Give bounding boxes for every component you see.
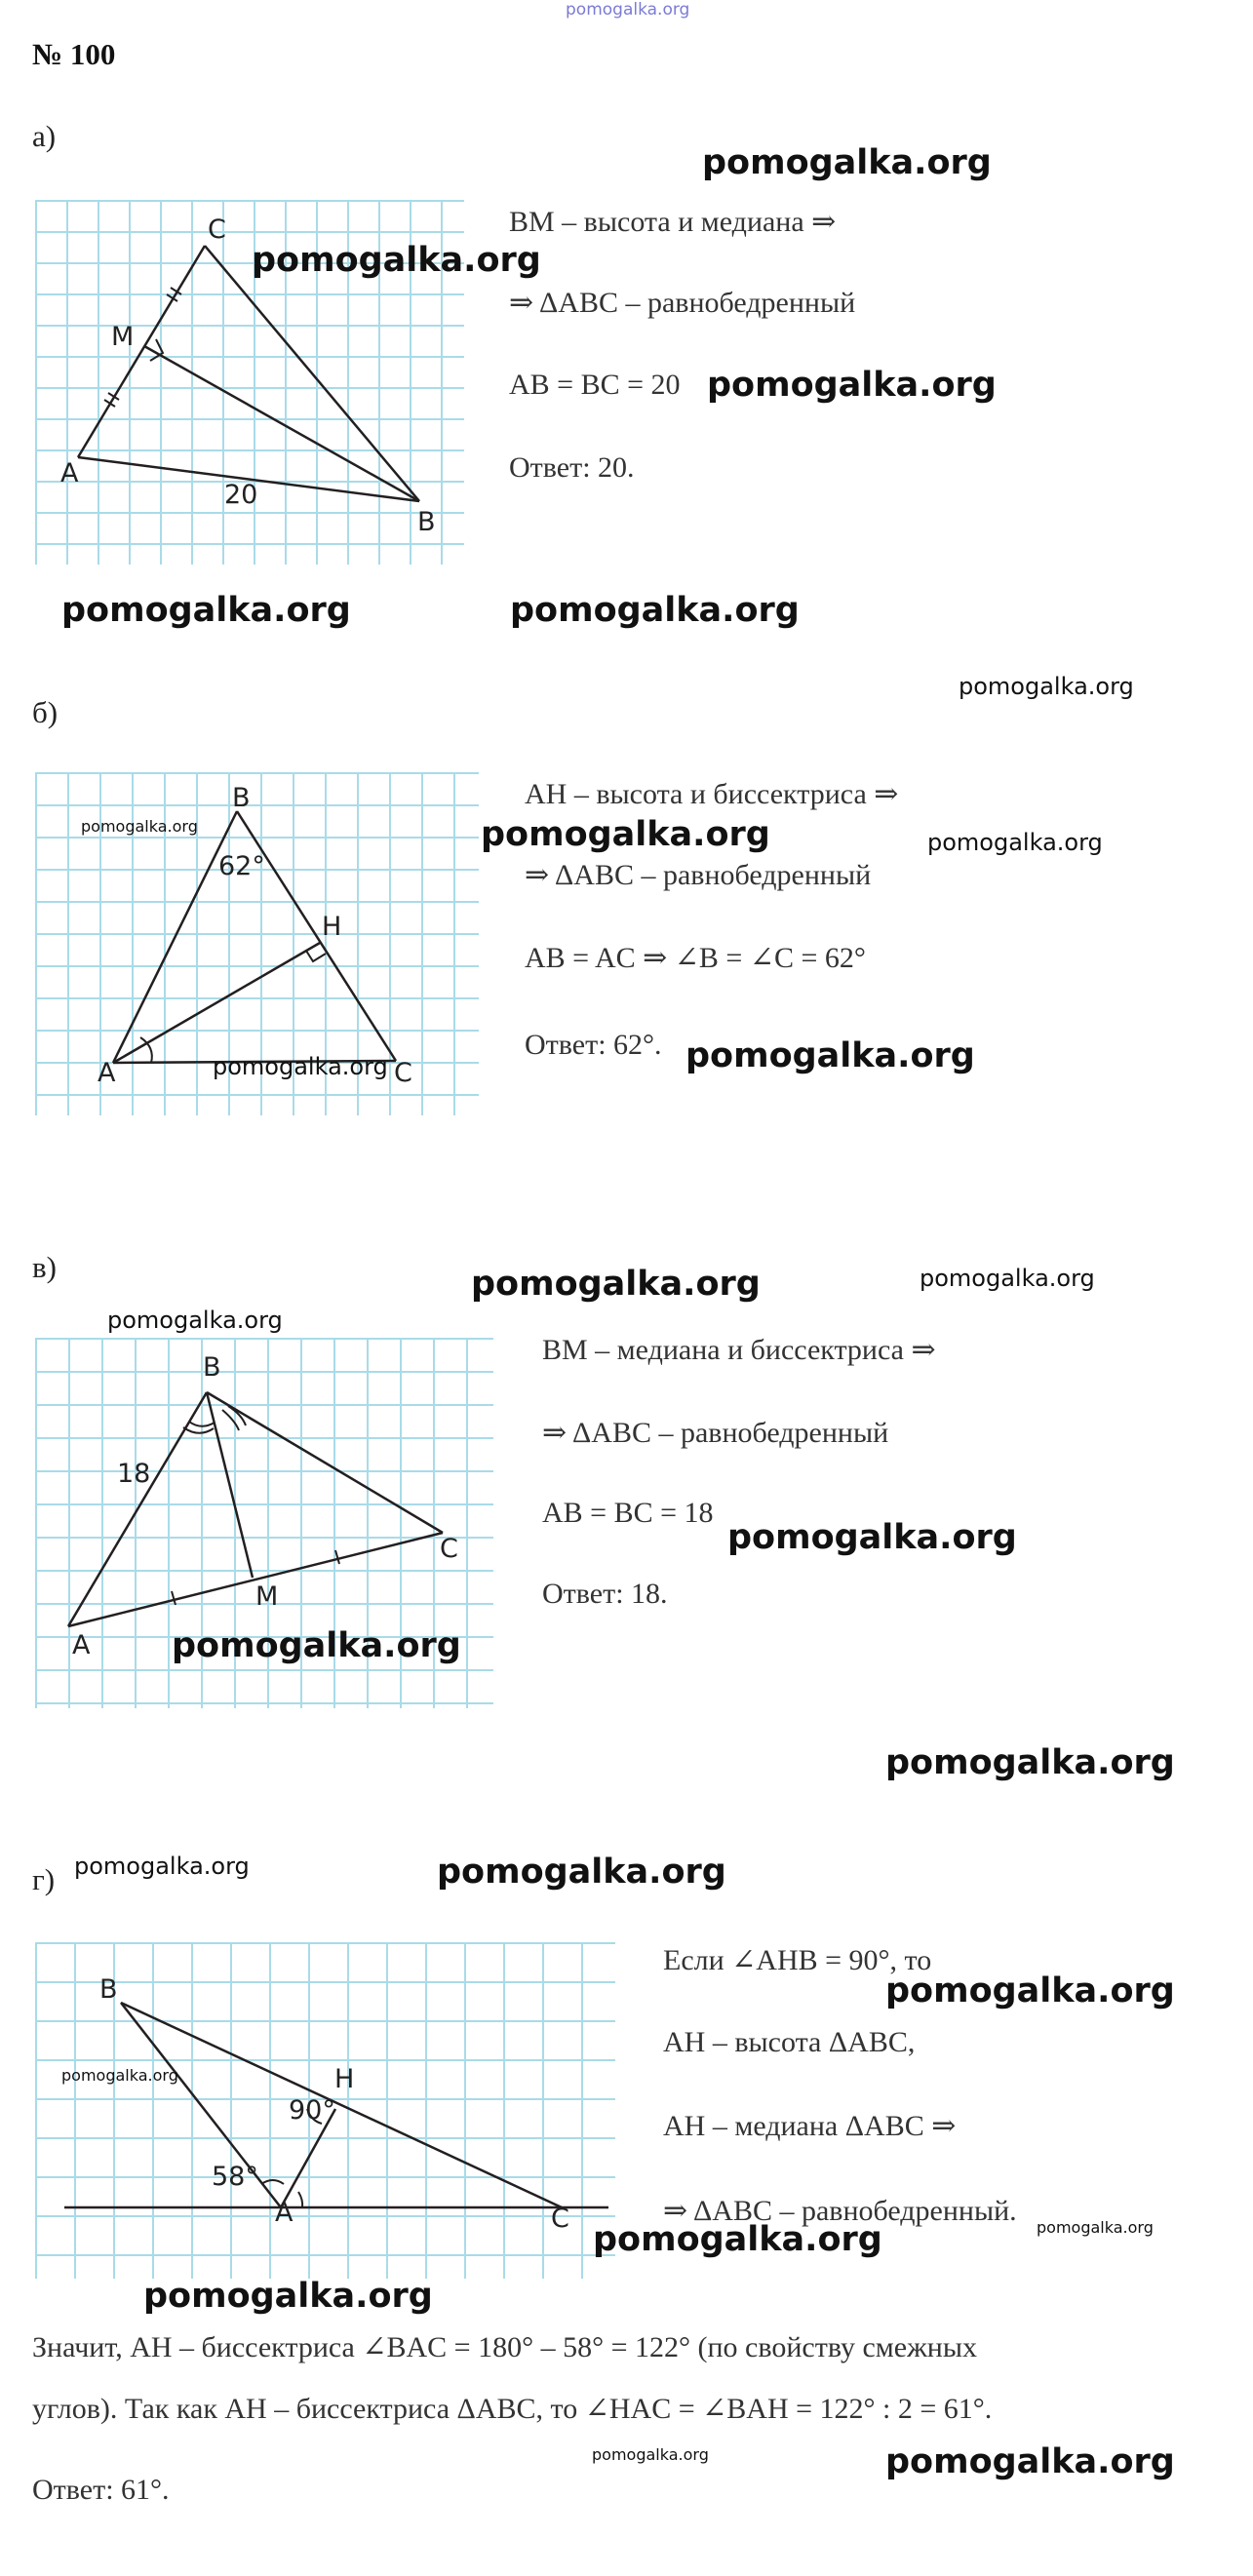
watermark[interactable]: pomogalka.org (213, 1053, 388, 1080)
part-v-line-3: AB = BC = 18 (542, 1497, 714, 1529)
part-a-answer: Ответ: 20. (509, 451, 635, 484)
watermark[interactable]: pomogalka.org (920, 1265, 1095, 1292)
vertex-m-label: M (255, 1581, 279, 1612)
part-b-label: б) (32, 695, 59, 729)
vertex-c-label: C (208, 215, 226, 245)
watermark[interactable]: pomogalka.org (172, 1626, 461, 1665)
part-g-conclusion-line-2: углов). Так как AH – биссектриса ΔABC, то ∠HAC = ∠BAH = 122° : 2 = 61°. (32, 2393, 993, 2425)
problem-title: № 100 (32, 37, 116, 71)
vertex-h-label: H (334, 2064, 355, 2094)
part-v-label: в) (32, 1250, 57, 1284)
watermark[interactable]: pomogalka.org (437, 1853, 726, 1892)
side-ab-label: 18 (117, 1459, 151, 1489)
watermark[interactable]: pomogalka.org (707, 366, 997, 405)
watermark[interactable]: pomogalka.org (1037, 2218, 1154, 2237)
vertex-b-label: B (417, 507, 436, 537)
watermark[interactable]: pomogalka.org (81, 817, 198, 836)
vertex-c-label: C (551, 2204, 569, 2234)
vertex-a-label: A (275, 2198, 294, 2228)
side-ab-label: 20 (224, 480, 258, 510)
vertex-b-label: B (232, 783, 251, 813)
watermark[interactable]: pomogalka.org (471, 1265, 761, 1304)
part-a-line-3: AB = BC = 20 (509, 369, 681, 401)
part-a-line-2: ⇒ ΔABC – равнобедренный (509, 287, 856, 319)
watermark[interactable]: pomogalka.org (885, 1743, 1175, 1782)
part-a-line-1: BM – высота и медиана ⇒ (509, 206, 837, 238)
vertex-a-label: A (60, 458, 79, 488)
vertex-c-label: C (394, 1058, 412, 1088)
watermark[interactable]: pomogalka.org (885, 1971, 1175, 2010)
vertex-a-label: A (72, 1630, 91, 1660)
part-g-label: г) (32, 1862, 56, 1896)
part-b-line-2: ⇒ ΔABC – равнобедренный (525, 859, 872, 891)
top-watermark[interactable]: pomogalka.org (566, 0, 690, 20)
watermark[interactable]: pomogalka.org (927, 829, 1103, 856)
part-g-line-1: Если ∠AHB = 90°, то (663, 1944, 932, 1976)
angle-ahb-label: 90° (289, 2095, 335, 2126)
watermark[interactable]: pomogalka.org (61, 591, 351, 630)
angle-58-label: 58° (212, 2162, 258, 2192)
vertex-h-label: H (322, 912, 342, 942)
watermark[interactable]: pomogalka.org (593, 2220, 882, 2259)
watermark[interactable]: pomogalka.org (252, 241, 541, 280)
part-a-label: а) (32, 119, 57, 153)
vertex-m-label: M (111, 322, 135, 352)
watermark[interactable]: pomogalka.org (510, 591, 800, 630)
watermark[interactable]: pomogalka.org (727, 1518, 1017, 1557)
watermark[interactable]: pomogalka.org (481, 815, 770, 854)
vertex-b-label: B (203, 1352, 221, 1383)
watermark[interactable]: pomogalka.org (702, 143, 992, 182)
watermark[interactable]: pomogalka.org (74, 1853, 250, 1880)
part-g-line-2: AH – высота ΔABC, (663, 2026, 916, 2058)
watermark[interactable]: pomogalka.org (685, 1036, 975, 1075)
part-v-line-1: BM – медиана и биссектриса ⇒ (542, 1334, 936, 1366)
part-v-line-2: ⇒ ΔABC – равнобедренный (542, 1417, 889, 1449)
part-g-answer: Ответ: 61°. (32, 2474, 170, 2506)
watermark[interactable]: pomogalka.org (61, 2066, 178, 2085)
vertex-c-label: C (440, 1534, 458, 1564)
part-g-line-4: ⇒ ΔABC – равнобедренный. (663, 2195, 1017, 2227)
watermark[interactable]: pomogalka.org (592, 2445, 709, 2464)
part-g-conclusion-line-1: Значит, AH – биссектриса ∠BAC = 180° – 58° = 122° (по свойству смежных (32, 2331, 978, 2363)
part-v-answer: Ответ: 18. (542, 1578, 668, 1610)
part-b-answer: Ответ: 62°. (525, 1029, 662, 1061)
watermark[interactable]: pomogalka.org (107, 1307, 283, 1334)
vertex-a-label: A (98, 1058, 116, 1088)
watermark[interactable]: pomogalka.org (143, 2277, 433, 2316)
part-b-line-1: AH – высота и биссектриса ⇒ (525, 778, 899, 810)
part-b-line-3: AB = AC ⇒ ∠B = ∠C = 62° (525, 942, 866, 974)
angle-b-label: 62° (218, 851, 265, 881)
part-g-line-3: AH – медиана ΔABC ⇒ (663, 2110, 957, 2142)
watermark[interactable]: pomogalka.org (959, 673, 1134, 700)
watermark[interactable]: pomogalka.org (885, 2442, 1175, 2481)
vertex-b-label: B (99, 1974, 118, 2005)
